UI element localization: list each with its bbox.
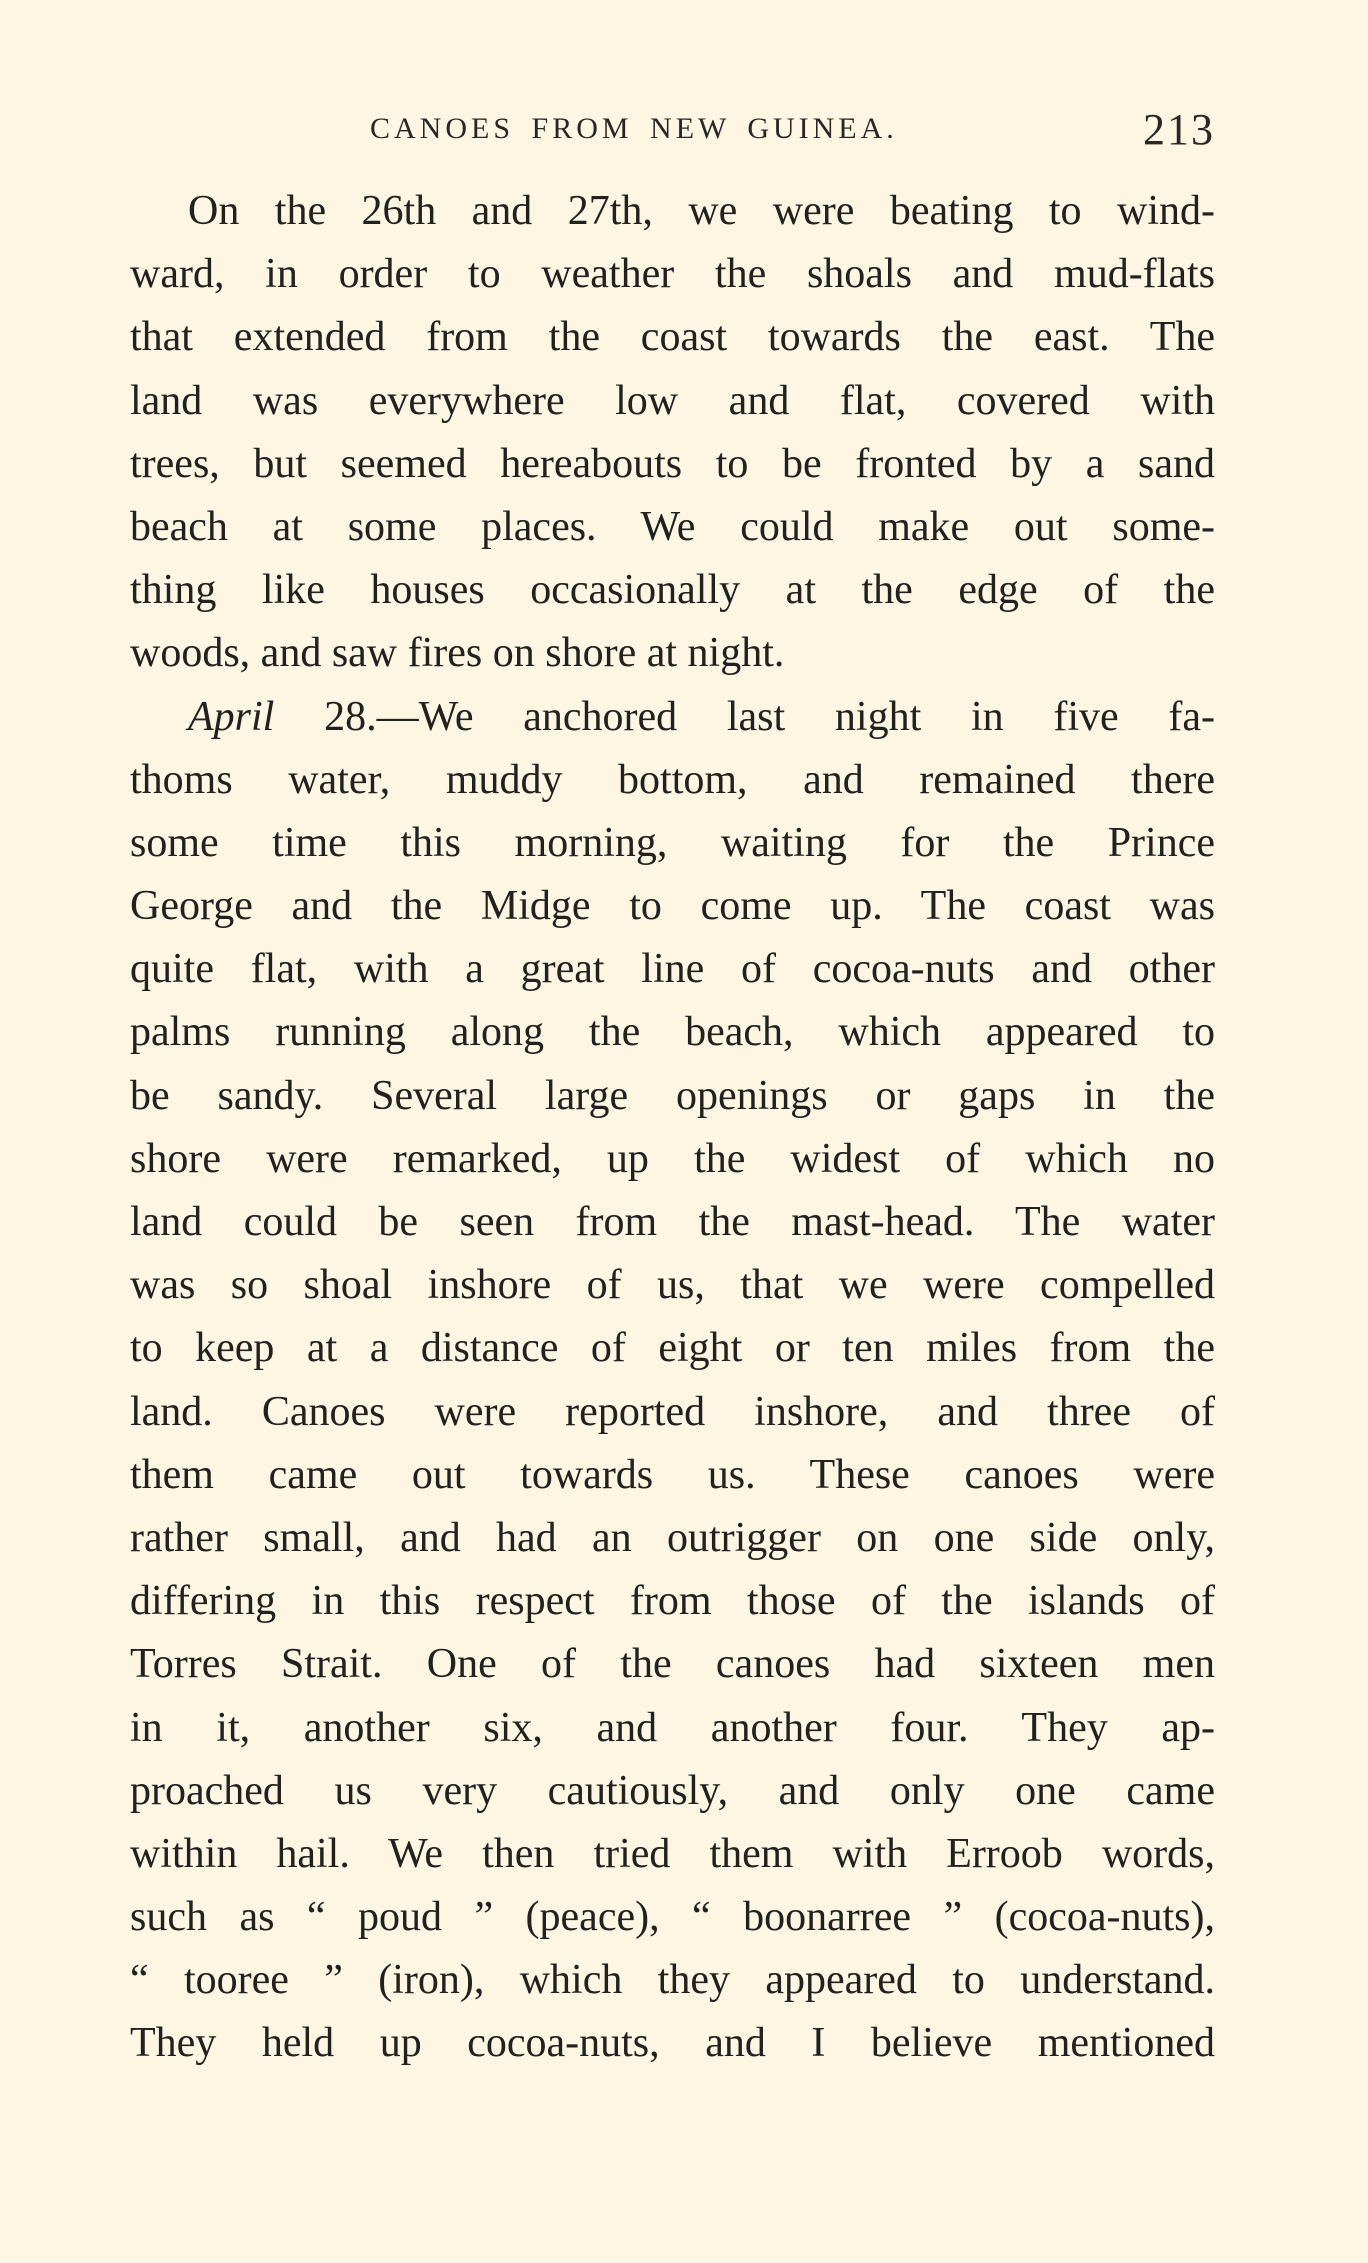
- page-number: 213: [1143, 105, 1215, 154]
- text-line: thing like houses occasionally at the edge of the: [130, 567, 1215, 614]
- text-line: differing in this respect from those of the islands of: [130, 1578, 1215, 1625]
- running-head: CANOES FROM NEW GUINEA.: [370, 112, 898, 145]
- text-line: to keep at a distance of eight or ten miles from the: [130, 1325, 1215, 1372]
- text-line: They held up cocoa-nuts, and I believe mentioned: [130, 2020, 1215, 2067]
- text-line: “ tooree ” (iron), which they appeared to understand.: [130, 1957, 1215, 2004]
- text-line: them came out towards us. These canoes were: [130, 1451, 1215, 1498]
- text-line: quite flat, with a great line of cocoa-nuts and other: [130, 946, 1215, 993]
- text-line: shore were remarked, up the widest of which no: [130, 1135, 1215, 1182]
- text-line: On the 26th and 27th, we were beating to wind-: [188, 188, 1215, 234]
- page-header: [130, 104, 1215, 164]
- text-line: land was everywhere low and flat, covered with: [130, 377, 1215, 424]
- body-text: [130, 180, 1215, 2076]
- date-italic: April: [188, 693, 275, 740]
- text-line: Torres Strait. One of the canoes had sixteen men: [130, 1641, 1215, 1688]
- date-line-rest: 28.—We anchored last night in five fa-: [324, 693, 1216, 740]
- text-line: such as “ poud ” (peace), “ boonarree ” (cocoa-nuts),: [130, 1894, 1215, 1941]
- text-line: George and the Midge to come up. The coast was: [130, 883, 1215, 930]
- text-line: beach at some places. We could make out some-: [130, 503, 1215, 550]
- text-line: land could be seen from the mast-head. The water: [130, 1199, 1215, 1245]
- text-line: palms running along the beach, which appeared to: [130, 1009, 1215, 1056]
- text-line: rather small, and had an outrigger on one side only,: [130, 1514, 1215, 1561]
- text-line: that extended from the coast towards the east. The: [130, 314, 1215, 361]
- text-line: be sandy. Several large openings or gaps in the: [130, 1072, 1215, 1119]
- text-line: woods, and saw fires on shore at night.: [130, 630, 785, 677]
- text-line: trees, but seemed hereabouts to be fronted by a sand: [130, 440, 1215, 487]
- text-line: proached us very cautiously, and only one came: [130, 1767, 1215, 1814]
- text-line: thoms water, muddy bottom, and remained there: [130, 756, 1215, 803]
- text-line: ward, in order to weather the shoals and mud-flats: [130, 251, 1215, 298]
- text-line: some time this morning, waiting for the Prince: [130, 819, 1215, 866]
- text-line: in it, another six, and another four. They ap-: [130, 1704, 1215, 1751]
- text-line-dated: [130, 686, 1215, 749]
- text-line: was so shoal inshore of us, that we were compelled: [130, 1262, 1215, 1309]
- text-line: within hail. We then tried them with Erroob words,: [130, 1830, 1215, 1877]
- text-line: land. Canoes were reported inshore, and three of: [130, 1388, 1215, 1435]
